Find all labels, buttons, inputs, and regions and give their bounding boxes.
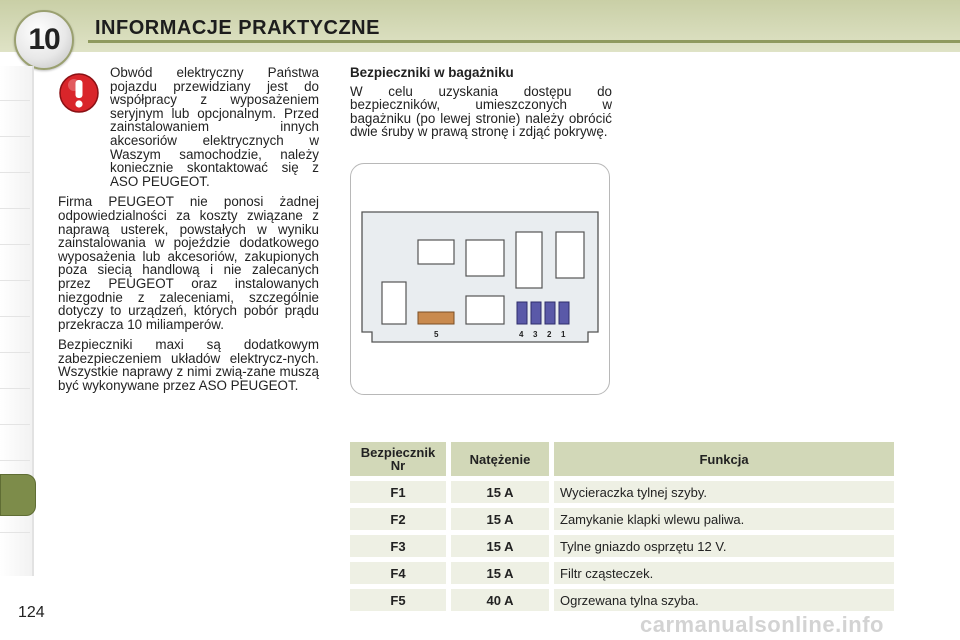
fuse-label-5: 5 [434, 330, 439, 339]
electrical-warning-paragraph [58, 66, 319, 188]
relay-module [466, 296, 504, 324]
relay-module [556, 232, 584, 278]
liability-paragraph: Firma PEUGEOT nie ponosi żadnej odpowiedzialności za koszty związane z naprawą usterek, powstałych w wyniku zainstalowania w pojeździe dodatkowego wyposażenia lub akcesoriów, zakupionych poza siecią handlową i nie zalecanych przez PEUGEOT oraz instalowanych niezgodnie z zaleceniami, szczególnie dotyczy to urządzeń, których pobór prądu przekracza 10 miliamperów. [58, 194, 319, 332]
page-number: 124 [18, 604, 45, 621]
chapter-tab[interactable] [0, 66, 30, 101]
chapter-tab[interactable] [0, 354, 30, 389]
chapter-tab[interactable] [0, 390, 30, 425]
fuse-3 [531, 302, 541, 324]
chapter-tab[interactable] [0, 246, 30, 281]
chapter-tab[interactable] [0, 318, 30, 353]
fuse-number-cell: F3 [350, 535, 446, 557]
function-cell: Filtr cząsteczek. [554, 562, 894, 584]
table-row [350, 562, 894, 584]
table-row [350, 481, 894, 503]
chapter-tab-active[interactable] [0, 474, 36, 516]
header-amperage: Natężenie [451, 442, 549, 476]
trunk-fuses-heading: Bezpieczniki w bagażniku [350, 65, 514, 80]
fuse-table [345, 437, 899, 616]
chapter-tab[interactable] [0, 138, 30, 173]
left-text-column [58, 66, 319, 400]
fuse-label-1: 1 [561, 330, 566, 339]
header-function: Funkcja [554, 442, 894, 476]
table-row [350, 535, 894, 557]
page-title: INFORMACJE PRAKTYCZNE [95, 17, 380, 39]
fuse-number-cell: F2 [350, 508, 446, 530]
watermark: carmanualsonline.info [640, 612, 884, 637]
amperage-cell: 15 A [451, 562, 549, 584]
header-rule [88, 40, 960, 43]
fuse-label-3: 3 [533, 330, 538, 339]
table-header-row [350, 442, 894, 476]
chapter-tab[interactable] [0, 210, 30, 245]
fuse-5 [418, 312, 454, 324]
fuse-label-2: 2 [547, 330, 552, 339]
fuse-4 [517, 302, 527, 324]
right-text-column [350, 66, 612, 139]
relay-module [382, 282, 406, 324]
maxi-fuses-paragraph: Bezpieczniki maxi są dodatkowym zabezpieczeniem układów elektrycz-nych. Wszystkie naprawy z nimi zwią-zane muszą być wykonywane przez ASO PEUGEOT. [58, 337, 319, 394]
chapter-tab[interactable] [0, 174, 30, 209]
fuse-2 [545, 302, 555, 324]
table-row [350, 589, 894, 611]
function-cell: Ogrzewana tylna szyba. [554, 589, 894, 611]
chapter-tab[interactable] [0, 102, 30, 137]
amperage-cell: 40 A [451, 589, 549, 611]
relay-module [418, 240, 454, 264]
amperage-cell: 15 A [451, 508, 549, 530]
electrical-warning-text: Obwód elektryczny Państwa pojazdu przewidziany jest do współpracy z wyposażeniem seryjnym lub opcjonalnym. Przed zainstalowaniem innych akcesoriów elektrycznych w Waszym samochodzie, należy koniecznie skontaktować się z ASO PEUGEOT. [110, 65, 319, 189]
amperage-cell: 15 A [451, 535, 549, 557]
relay-module [516, 232, 542, 288]
amperage-cell: 15 A [451, 481, 549, 503]
trunk-fuses-instructions: W celu uzyskania dostępu do bezpieczników, umieszczonych w bagażniku (po lewej stronie) należy obrócić dwie śruby w prawą stronę i zdjąć pokrywę. [350, 83, 612, 140]
chapter-tab[interactable] [0, 426, 30, 461]
fuse-number-cell: F1 [350, 481, 446, 503]
chapter-badge: 10 [14, 10, 74, 70]
function-cell: Wycieraczka tylnej szyby. [554, 481, 894, 503]
header-fuse-number: Bezpiecznik Nr [350, 442, 446, 476]
fuse-number-cell: F5 [350, 589, 446, 611]
table-row [350, 508, 894, 530]
fuse-label-4: 4 [519, 330, 524, 339]
function-cell: Tylne gniazdo osprzętu 12 V. [554, 535, 894, 557]
function-cell: Zamykanie klapki wlewu paliwa. [554, 508, 894, 530]
fuse-number-cell: F4 [350, 562, 446, 584]
chapter-tab[interactable] [0, 282, 30, 317]
fuse-1 [559, 302, 569, 324]
relay-module [466, 240, 504, 276]
fusebox-diagram [360, 210, 600, 344]
